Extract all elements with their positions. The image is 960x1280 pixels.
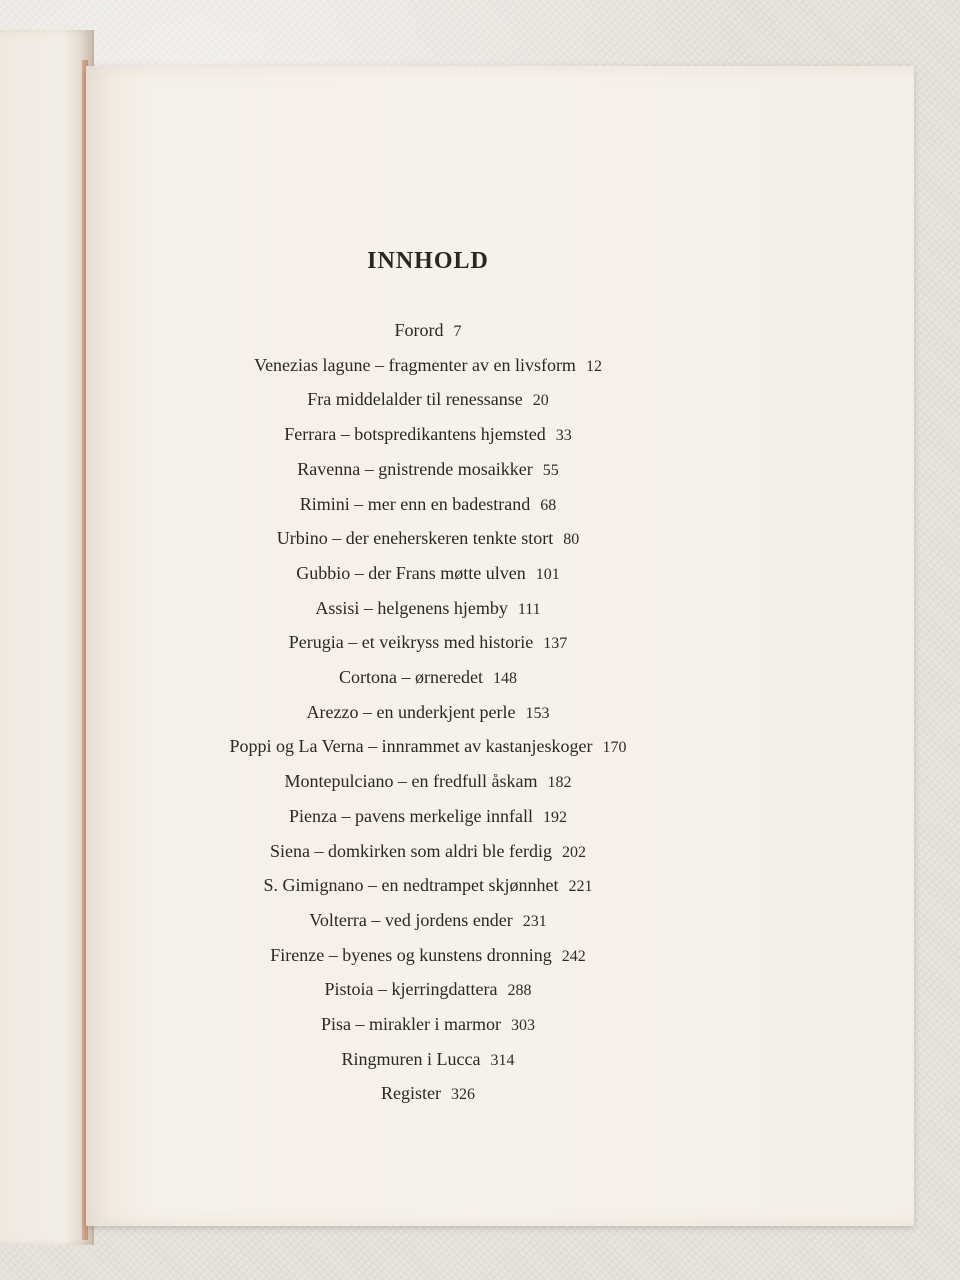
left-book-page-edge	[0, 30, 94, 1245]
toc-entry-page: 192	[542, 808, 567, 826]
toc-entry	[86, 1077, 770, 1112]
toc-entry-title: Pisa – mirakler i marmor	[321, 1014, 501, 1035]
toc-entry	[86, 696, 770, 731]
toc-entry-title: Ravenna – gnistrende mosaikker	[297, 458, 533, 479]
toc-entry-title: Siena – domkirken som aldri ble ferdig	[270, 840, 552, 861]
toc-entry-title: Arezzo – en underkjent perle	[306, 701, 516, 722]
toc-entry-title: Gubbio – der Frans møtte ulven	[296, 562, 526, 583]
toc-entry-page: 288	[507, 982, 532, 1000]
toc-entry	[86, 869, 770, 904]
toc-entry	[86, 730, 770, 765]
toc-entry	[86, 418, 770, 453]
toc-entry	[86, 522, 770, 557]
toc-entry-title: Volterra – ved jordens ender	[309, 909, 513, 930]
toc-entry-page: 101	[535, 565, 560, 583]
toc-entry-title: Firenze – byenes og kunstens dronning	[270, 944, 552, 965]
toc-entry	[86, 973, 770, 1008]
toc-entry-page: 153	[525, 704, 550, 722]
toc-entry-title: Assisi – helgenens hjemby	[315, 597, 508, 618]
toc-entry-title: Pienza – pavens merkelige innfall	[289, 805, 533, 826]
toc-entry	[86, 661, 770, 696]
toc-entry-page: 20	[532, 392, 549, 410]
toc-entry-title: Ringmuren i Lucca	[341, 1048, 481, 1069]
toc-entry	[86, 314, 770, 349]
toc-entry-title: Montepulciano – en fredfull åskam	[284, 771, 538, 792]
toc-entry-title: Perugia – et veikryss med historie	[288, 632, 534, 653]
toc-entry	[86, 592, 770, 627]
toc-entry-page: 68	[540, 496, 557, 514]
toc-entry-page: 137	[543, 635, 568, 653]
toc-entry	[86, 349, 770, 384]
toc-entry-title: Register	[381, 1083, 441, 1104]
toc-entry	[86, 904, 770, 939]
toc-entry-page: 33	[555, 427, 572, 445]
toc-entry-title: Venezias lagune – fragmenter av en livsform	[254, 354, 576, 375]
toc-entry-page: 12	[585, 357, 602, 375]
toc-entry-title: Poppi og La Verna – innrammet av kastanjeskoger	[229, 736, 593, 757]
toc-entry-title: Urbino – der eneherskeren tenkte stort	[276, 528, 554, 549]
toc-entry	[86, 488, 770, 523]
contents-heading: INNHOLD	[367, 248, 489, 274]
toc-entry-page: 80	[563, 531, 580, 549]
toc-entry-title: Cortona – ørneredet	[339, 667, 483, 688]
table-of-contents	[86, 314, 770, 1112]
toc-entry-title: Ferrara – botspredikantens hjemsted	[284, 424, 546, 445]
toc-entry-title: Pistoia – kjerringdattera	[324, 979, 498, 1000]
toc-entry-page: 148	[492, 670, 517, 688]
toc-entry	[86, 383, 770, 418]
book-page	[86, 66, 914, 1226]
toc-entry	[86, 939, 770, 974]
toc-entry-title: Fra middelalder til renessanse	[307, 389, 523, 410]
toc-entry-page: 170	[602, 739, 627, 757]
toc-entry-page: 314	[490, 1051, 515, 1069]
toc-entry-page: 7	[453, 323, 462, 340]
toc-entry-page: 55	[542, 461, 559, 479]
toc-entry	[86, 453, 770, 488]
toc-entry	[86, 1043, 770, 1078]
toc-entry	[86, 557, 770, 592]
toc-entry-page: 231	[522, 912, 547, 930]
toc-entry	[86, 835, 770, 870]
toc-entry-page: 303	[510, 1017, 535, 1035]
toc-entry-title: Forord	[394, 320, 444, 340]
toc-entry-title: Rimini – mer enn en badestrand	[299, 493, 531, 514]
toc-entry-page: 111	[517, 600, 541, 618]
toc-entry-title: S. Gimignano – en nedtrampet skjønnhet	[263, 875, 559, 896]
toc-entry-page: 182	[547, 774, 572, 792]
toc-entry	[86, 1008, 770, 1043]
toc-entry	[86, 800, 770, 835]
toc-entry-page: 221	[568, 878, 593, 896]
toc-entry-page: 326	[451, 1086, 475, 1104]
toc-entry-page: 202	[561, 843, 586, 861]
toc-entry	[86, 626, 770, 661]
toc-entry-page: 242	[561, 947, 586, 965]
toc-entry	[86, 765, 770, 800]
